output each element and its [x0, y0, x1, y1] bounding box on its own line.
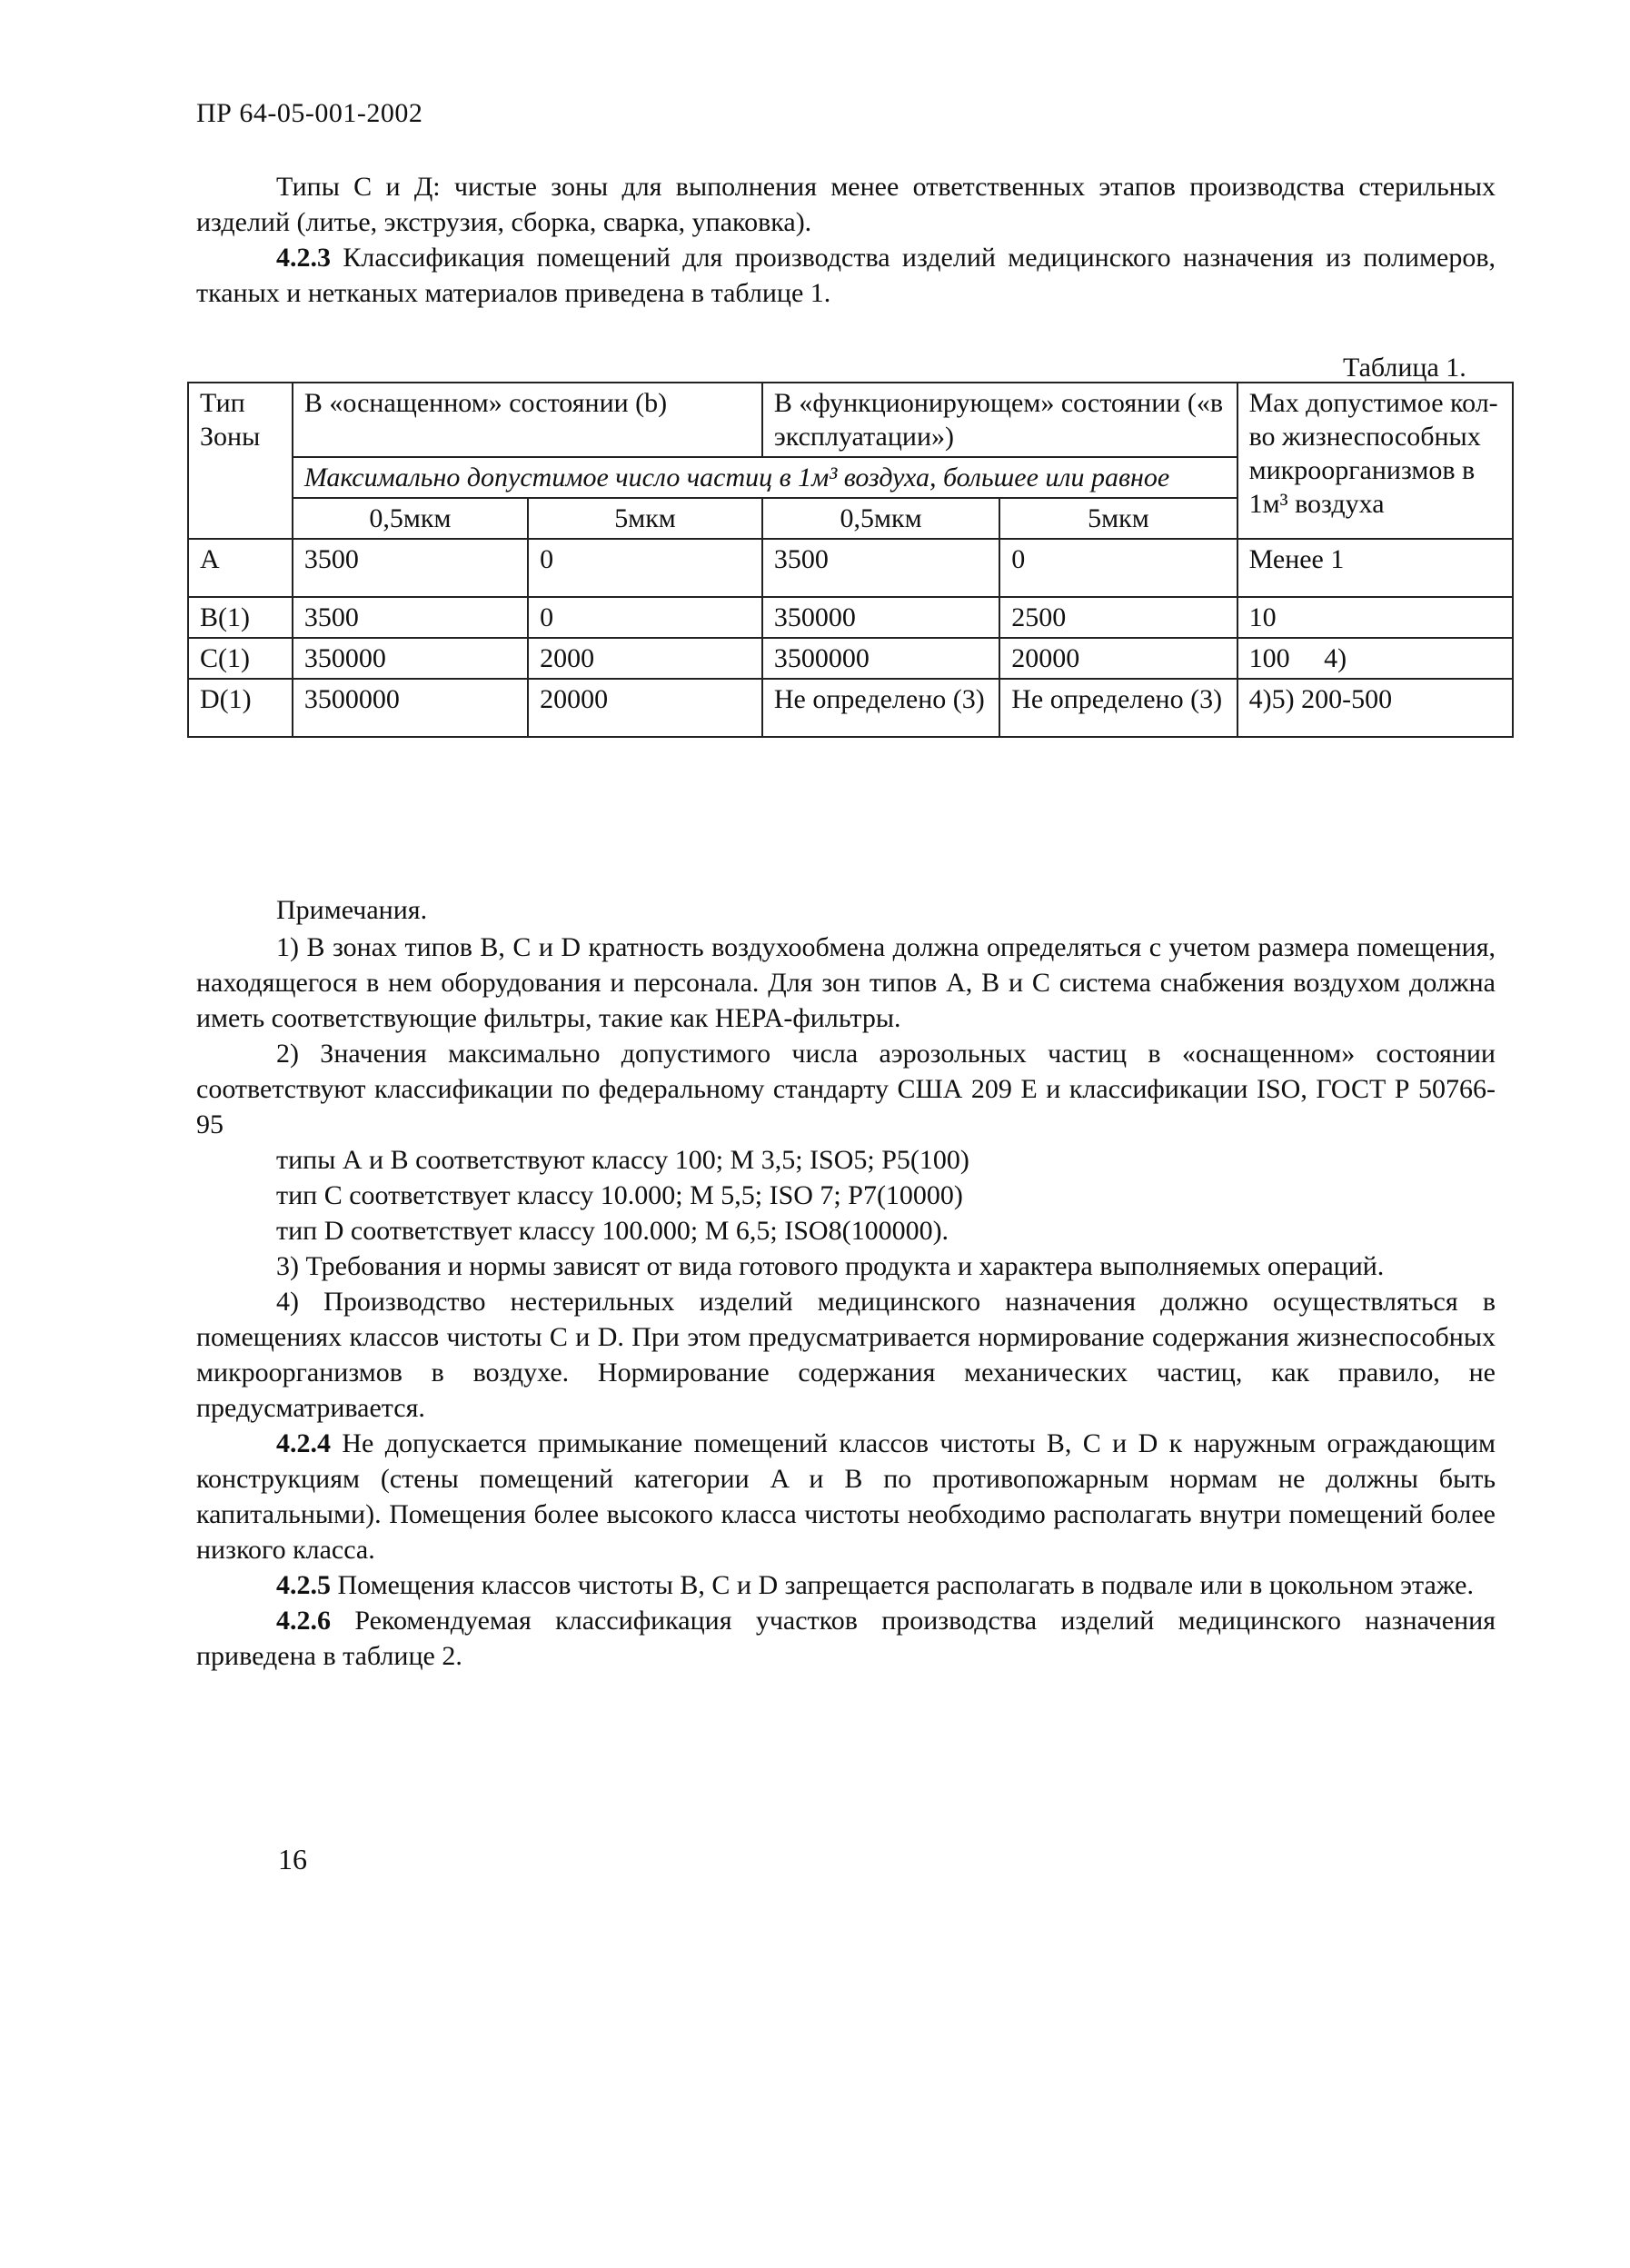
header-operating-state: В «функционирующем» состоянии («в эксплуатации»)	[762, 383, 1237, 457]
cell-operating-05: 350000	[762, 597, 999, 638]
cell-operating-5: 0	[999, 539, 1237, 597]
note-2-class-a-b: типы А и В соответствуют классу 100; М 3,5; ISO5; Р5(100)	[276, 1145, 969, 1175]
cleanroom-classification-table	[187, 382, 1514, 738]
table-row	[188, 597, 1513, 638]
header-size-operating-5: 5мкм	[999, 498, 1237, 539]
intro-paragraph-1: Типы С и Д: чистые зоны для выполнения менее ответственных этапов производства стерильных изделий (литье, экструзия, сборка, сварка, упаковка).	[196, 172, 1496, 237]
cell-operating-05: 3500000	[762, 638, 999, 679]
header-max-microorganisms: Max допустимое кол-во жизнеспособных микроорганизмов в 1м³ воздуха	[1237, 383, 1513, 539]
header-size-operating-05: 0,5мкм	[762, 498, 999, 539]
table-caption: Таблица 1.	[1343, 353, 1466, 383]
section-4-2-6	[196, 1603, 1496, 1674]
cell-equipped-05: 3500	[293, 539, 528, 597]
page-number: 16	[278, 1843, 307, 1875]
cell-operating-5: 2500	[999, 597, 1237, 638]
cell-microorganisms: 4)5) 200-500	[1237, 679, 1513, 737]
note-2-class-d: тип D соответствует классу 100.000; М 6,5; ISO8(100000).	[276, 1216, 949, 1246]
intro-text	[196, 169, 1496, 311]
cell-microorganisms: Менее 1	[1237, 539, 1513, 597]
cell-equipped-5: 2000	[528, 638, 762, 679]
note-2: 2) Значения максимально допустимого числа аэрозольных частиц в «оснащенном» состоянии соответствуют классификации по федеральному стандарту США 209 E и классификации ISO, ГОСТ Р 50766-95	[196, 1039, 1496, 1139]
header-size-equipped-05: 0,5мкм	[293, 498, 528, 539]
cell-equipped-05: 350000	[293, 638, 528, 679]
table-header-row-1	[188, 383, 1513, 457]
header-max-particles: Максимально допустимое число частиц в 1м³ воздуха, большее или равное	[293, 457, 1237, 498]
cell-equipped-05: 3500	[293, 597, 528, 638]
cell-type: А	[188, 539, 293, 597]
section-number-4-2-5: 4.2.5	[276, 1570, 331, 1600]
cell-type: B(1)	[188, 597, 293, 638]
table-row	[188, 679, 1513, 737]
cell-operating-5: 20000	[999, 638, 1237, 679]
section-number-4-2-4: 4.2.4	[276, 1428, 331, 1458]
cell-type: C(1)	[188, 638, 293, 679]
table-row	[188, 638, 1513, 679]
cell-operating-05: Не определено (3)	[762, 679, 999, 737]
section-number-4-2-6: 4.2.6	[276, 1606, 331, 1636]
section-4-2-3-text: Классификация помещений для производства изделий медицинского назначения из полимеров, тканых и нетканых материалов приведена в таблице 1.	[196, 243, 1496, 308]
cell-equipped-5: 0	[528, 597, 762, 638]
cell-equipped-5: 0	[528, 539, 762, 597]
section-4-2-6-text: Рекомендуемая классификация участков производства изделий медицинского назначения приведена в таблице 2.	[196, 1606, 1496, 1671]
cell-equipped-5: 20000	[528, 679, 762, 737]
cell-microorganisms: 100 4)	[1237, 638, 1513, 679]
header-equipped-state: В «оснащенном» состоянии (b)	[293, 383, 762, 457]
note-3: 3) Требования и нормы зависят от вида готового продукта и характера выполняемых операций.	[276, 1251, 1385, 1281]
intro-paragraph-2	[196, 240, 1496, 311]
section-4-2-5-text: Помещения классов чистоты B, C и D запрещается располагать в подвале или в цокольном этаже.	[331, 1570, 1474, 1600]
section-number-4-2-3: 4.2.3	[276, 243, 331, 273]
header-zone-type: Тип Зоны	[188, 383, 293, 539]
section-4-2-4-text: Не допускается примыкание помещений классов чистоты B, C и D к наружным ограждающим конструкциям (стены помещений категории A и B по противопожарным нормам не должны быть капитальными). Помещения более высокого класса чистоты необходимо располагать внутри помещений более низкого класса.	[196, 1428, 1496, 1565]
note-4: 4) Производство нестерильных изделий медицинского назначения должно осуществляться в помещениях классов чистоты С и D. При этом предусматривается нормирование содержания жизнеспособных микроорганизмов в воздухе. Нормирование содержания механических частиц, как правило, не предусматривается.	[196, 1287, 1496, 1423]
cell-operating-5: Не определено (3)	[999, 679, 1237, 737]
note-1: 1) В зонах типов B, C и D кратность воздухообмена должна определяться с учетом размера помещения, находящегося в нем оборудования и персонала. Для зон типов A, B и C система снабжения воздухом должна иметь соответствующие фильтры, такие как HEPA-фильтры.	[196, 932, 1496, 1033]
note-2-class-c: тип С соответствует классу 10.000; М 5,5; ISO 7; Р7(10000)	[276, 1180, 963, 1210]
cell-microorganisms: 10	[1237, 597, 1513, 638]
table-row	[188, 539, 1513, 597]
notes-section	[196, 892, 1496, 1674]
section-4-2-4	[196, 1426, 1496, 1567]
cell-type: D(1)	[188, 679, 293, 737]
notes-heading: Примечания.	[276, 895, 428, 925]
header-size-equipped-5: 5мкм	[528, 498, 762, 539]
cell-operating-05: 3500	[762, 539, 999, 597]
section-4-2-5	[196, 1567, 1496, 1603]
cell-equipped-05: 3500000	[293, 679, 528, 737]
document-code: ПР 64-05-001-2002	[196, 98, 423, 128]
